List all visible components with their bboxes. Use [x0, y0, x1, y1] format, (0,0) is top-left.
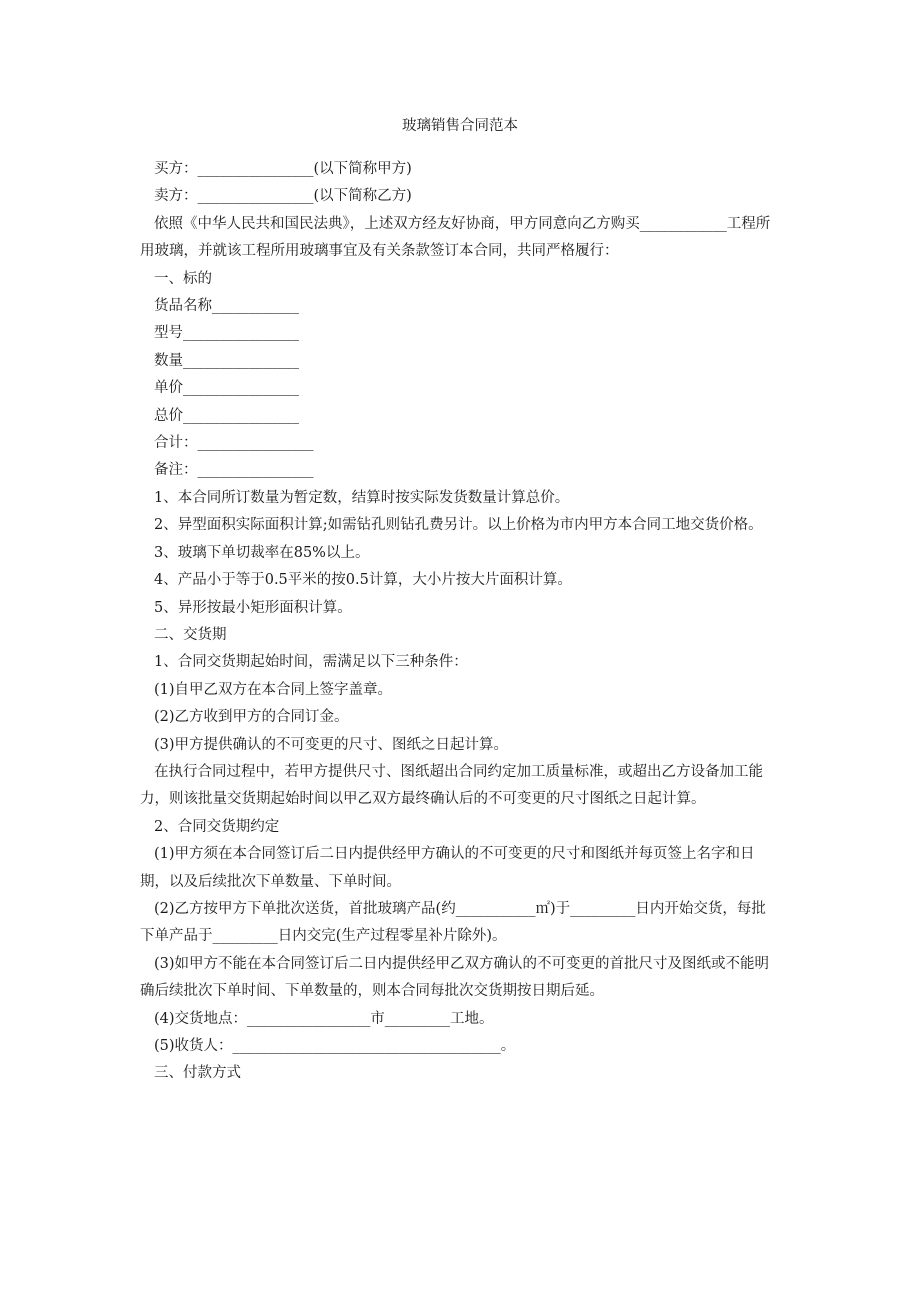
delivery-clause-2: 2、合同交货期约定 — [154, 818, 280, 835]
delivery-recipient: (5)收货人：_____________________________________。 — [154, 1038, 516, 1054]
clause-3-cut-rate: 3、玻璃下单切裁率在85%以上。 — [154, 544, 370, 561]
delivery-condition-1: (1)自甲乙双方在本合同上签字盖章。 — [154, 681, 393, 698]
delivery-condition-2: (2)乙方收到甲方的合同订金。 — [154, 709, 349, 726]
delivery-execution-note: 在执行合同过程中，若甲方提供尺寸、图纸超出合同约定加工质量标准，或超出乙方设备加工能力，则该批量交货期起始时间以甲乙双方最终确认后的不可变更的尺寸图纸之日起计算。 — [140, 763, 763, 808]
delivery-location: (4)交货地点：_________________市_________工地。 — [154, 1010, 494, 1027]
clause-1-quantity: 1、本合同所订数量为暂定数，结算时按实际发货数量计算总价。 — [154, 489, 570, 506]
section-heading-payment: 三、付款方式 — [154, 1065, 241, 1082]
delivery-term-2: (2)乙方按甲方下单批次送货，首批玻璃产品(约___________㎡)于_________日内开始交货，每批下单产品于_________日内交完(生产过程零星补片除外)。 — [140, 900, 766, 945]
delivery-condition-3: (3)甲方提供确认的不可变更的尺寸、图纸之日起计算。 — [154, 736, 509, 753]
paragraph-seller: 卖方：________________(以下简称乙方) — [154, 188, 412, 205]
paragraph-preamble: 依照《中华人民共和国民法典》，上述双方经友好协商，甲方同意向乙方购买____________工程所用玻璃，并就该工程所用玻璃事宜及有关条款签订本合同，共同严格履行： — [140, 215, 771, 260]
delivery-clause-1: 1、合同交货期起始时间，需满足以下三种条件： — [154, 654, 468, 671]
document-body — [140, 156, 780, 1088]
delivery-term-1: (1)甲方须在本合同签订后二日内提供经甲方确认的不可变更的尺寸和图纸并每页签上名字和日期，以及后续批次下单数量、下单时间。 — [140, 846, 755, 890]
section-heading-delivery: 二、交货期 — [154, 626, 227, 643]
field-remarks: 备注：________________ — [154, 462, 314, 479]
field-product-name: 货品名称____________ — [154, 298, 299, 315]
field-total-price: 总价________________ — [154, 407, 299, 424]
field-unit-price: 单价________________ — [154, 380, 299, 397]
section-heading-subject: 一、标的 — [154, 270, 212, 287]
document-title: 玻璃销售合同范本 — [402, 118, 518, 134]
field-model: 型号________________ — [154, 325, 299, 342]
clause-2-area: 2、异型面积实际面积计算;如需钻孔则钻孔费另计。以上价格为市内甲方本合同工地交货价格。 — [154, 517, 763, 534]
paragraph-buyer: 买方：________________(以下简称甲方) — [154, 161, 412, 177]
clause-5-irregular: 5、异形按最小矩形面积计算。 — [154, 599, 352, 616]
field-quantity: 数量________________ — [154, 352, 299, 369]
delivery-term-3: (3)如甲方不能在本合同签订后二日内提供经甲乙双方确认的不可变更的首批尺寸及图纸或不能明确后续批次下单时间、下单数量的，则本合同每批次交货期按日期后延。 — [140, 955, 770, 1000]
clause-4-min-size: 4、产品小于等于0.5平米的按0.5计算，大小片按大片面积计算。 — [154, 572, 572, 589]
field-sum: 合计：________________ — [154, 435, 314, 452]
